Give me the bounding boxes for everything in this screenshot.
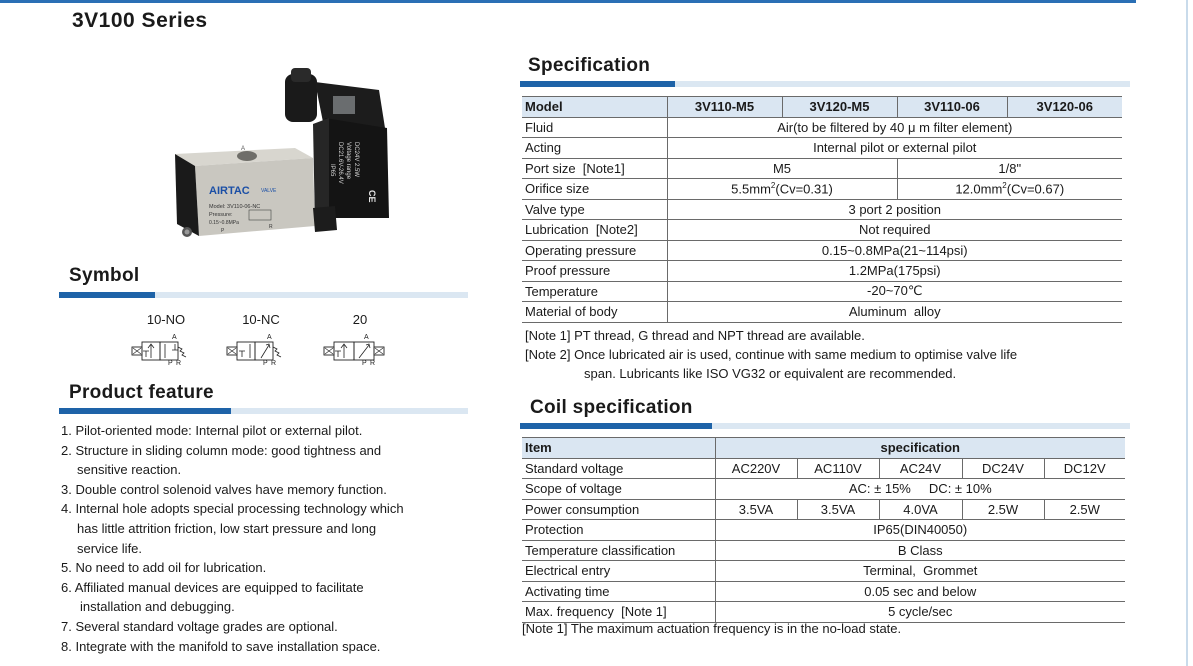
page-title: 3V100 Series: [72, 9, 208, 32]
table-row: Standard voltage AC220V AC110V AC24V DC24V DC12V: [522, 458, 1125, 479]
table-row: Activating time 0.05 sec and below: [522, 581, 1125, 602]
symbol-10-nc: 10-NC A P R: [225, 312, 297, 370]
coil-specification-heading-bar: [520, 423, 1130, 429]
table-row: Power consumption 3.5VA 3.5VA 4.0VA 2.5W 2.5W: [522, 499, 1125, 520]
svg-text:P: P: [168, 360, 173, 365]
table-row: Valve type 3 port 2 position: [522, 199, 1122, 220]
svg-text:R: R: [176, 360, 182, 365]
svg-text:DC21.6V-26.4V: DC21.6V-26.4V: [337, 142, 343, 184]
svg-text:P: P: [362, 360, 367, 365]
valve-symbol-10-nc-icon: [225, 329, 297, 365]
spec-note-2-continued: span. Lubricants like ISO VG32 or equivalent are recommended.: [584, 366, 957, 381]
feature-item: 4. Internal hole adopts special processing technology which: [61, 501, 404, 517]
svg-text:R: R: [269, 224, 273, 230]
table-row: Temperature classification B Class: [522, 540, 1125, 561]
feature-item-continued: has little attrition friction, low start pressure and long: [77, 520, 377, 536]
coil-specification-heading: Coil specification: [530, 397, 693, 418]
table-row: Electrical entry Terminal, Grommet: [522, 561, 1125, 582]
feature-item-continued: service life.: [77, 540, 143, 556]
table-row: Orifice size $5.5mm^2(Cv=0.31)$ $12.0mm^2(Cv=0.67)$: [522, 179, 1122, 200]
spec-header-row: Model 3V110-M5 3V120-M5 3V110-06 3V120-06: [522, 97, 1122, 118]
svg-text:A: A: [172, 334, 177, 341]
valve-symbol-10-no-icon: [130, 329, 202, 365]
symbol-20: 20 A P R: [322, 312, 398, 370]
table-row: Port size [Note1] M5 1/8": [522, 158, 1122, 179]
table-row: Fluid Air(to be filtered by 40 μ m filter element): [522, 117, 1122, 138]
product-photo: [165, 68, 405, 243]
svg-text:A: A: [364, 334, 369, 341]
symbol-10-no: 10-NO A P R: [130, 312, 202, 370]
svg-text:P: P: [221, 228, 225, 234]
spec-note-2: [Note 2] Once lubricated air is used, continue with same medium to optimise valve life: [525, 347, 1018, 362]
svg-text:A: A: [267, 334, 272, 341]
specification-heading: Specification: [528, 55, 651, 76]
table-row: Scope of voltage AC: ± 15% DC: ± 10%: [522, 479, 1125, 500]
table-row: Material of body Aluminum alloy: [522, 302, 1122, 323]
svg-text:VALVE: VALVE: [261, 188, 277, 194]
top-rule: [0, 0, 1136, 3]
feature-item-continued: sensitive reaction.: [77, 462, 182, 478]
table-row: Temperature -20~70℃: [522, 281, 1122, 302]
svg-text:R: R: [271, 360, 277, 365]
svg-text:Pressure:: Pressure:: [209, 212, 233, 218]
feature-item: 8. Integrate with the manifold to save installation space.: [61, 638, 381, 654]
product-feature-heading: Product feature: [69, 382, 214, 403]
coil-specification-table: [522, 437, 1125, 623]
feature-item: 7. Several standard voltage grades are optional.: [61, 618, 338, 634]
table-row: Max. frequency [Note 1] 5 cycle/sec: [522, 602, 1125, 623]
valve-symbol-20-icon: [322, 329, 398, 365]
table-row: Lubrication [Note2] Not required: [522, 220, 1122, 241]
coil-note-1: [Note 1] The maximum actuation frequency is in the no-load state.: [522, 621, 902, 636]
svg-text:R: R: [370, 360, 376, 365]
svg-text:P: P: [263, 360, 268, 365]
svg-text:0.15~0.8MPa: 0.15~0.8MPa: [209, 220, 239, 226]
feature-item: 3. Double control solenoid valves have memory function.: [61, 481, 387, 497]
svg-text:AIRTAC: AIRTAC: [209, 185, 250, 197]
table-row: Proof pressure 1.2MPa(175psi): [522, 261, 1122, 282]
feature-item: 2. Structure in sliding column mode: good tightness and: [61, 442, 382, 458]
svg-text:DC24V 2.5W: DC24V 2.5W: [353, 142, 359, 178]
product-feature-heading-bar: [59, 408, 468, 414]
feature-item: 1. Pilot-oriented mode: Internal pilot or external pilot.: [61, 423, 363, 438]
feature-item-continued: installation and debugging.: [80, 599, 235, 615]
svg-text:IP65: IP65: [329, 164, 335, 177]
feature-item: 6. Affiliated manual devices are equipped to facilitate: [61, 579, 364, 595]
feature-item: 5. No need to add oil for lubrication.: [61, 560, 267, 576]
coil-header-row: Item specification: [522, 438, 1125, 459]
feature-list: [61, 421, 481, 656]
symbol-heading: Symbol: [69, 265, 140, 286]
svg-text:A: A: [241, 146, 246, 152]
svg-text:Model: 3V110-06-NC: Model: 3V110-06-NC: [209, 204, 261, 210]
svg-text:CE: CE: [367, 190, 377, 203]
table-row: Operating pressure 0.15~0.8MPa(21~114psi): [522, 240, 1122, 261]
spec-note-1: [Note 1] PT thread, G thread and NPT thread are available.: [525, 328, 865, 343]
specification-heading-bar: [520, 81, 1130, 87]
table-row: Protection IP65(DIN40050): [522, 520, 1125, 541]
specification-table: [522, 96, 1122, 323]
svg-text:Voltage range: Voltage range: [345, 142, 351, 180]
right-rule: [1186, 0, 1188, 666]
symbol-heading-bar: [59, 292, 468, 298]
table-row: Acting Internal pilot or external pilot: [522, 138, 1122, 159]
